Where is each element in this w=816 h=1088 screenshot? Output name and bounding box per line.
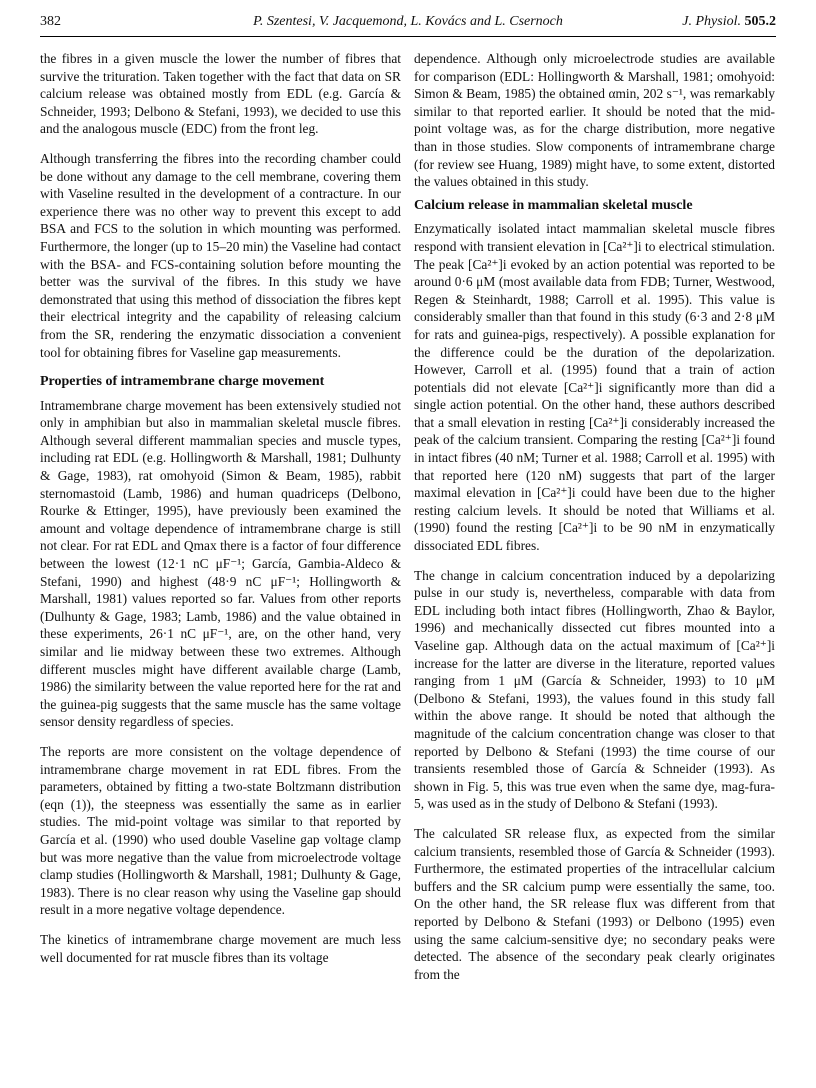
left-column: [40, 50, 401, 978]
paragraph: The calculated SR release flux, as expected from the similar calcium transients, resembled those of García & Schneider (1993). Furthermore, the estimated properties of the intracellular calcium buffers and the SR calcium pump were essentially the same, too. On the other hand, the SR release flux was different from that reported by Delbono & Stefani (1993) or Delbono (1995) even using the same calcium-sensitive dye; no secondary peaks were detected. The absence of the secondary peak clearly originates from the: [414, 825, 775, 982]
journal-name: J. Physiol.: [682, 14, 741, 29]
running-header: [40, 10, 776, 37]
page-number: 382: [40, 14, 61, 29]
journal-reference: [682, 14, 776, 30]
paragraph: Enzymatically isolated intact mammalian skeletal muscle fibres respond with transient elevation in [Ca²⁺]i to electrical stimulation. The peak [Ca²⁺]i evoked by an action potential was reported to be around 0·6 μM (most available data from FDB; Turner, Westwood, Regen & Steinhardt, 1988; Carroll et al. 1995). This value is considerably smaller than that found in this study (6·3 and 2·8 μM for rats and guinea-pigs, respectively). A possible explanation for the difference could be the duration of the depolarization. However, Carroll et al. (1995) found that a train of action potentials did not elevate [Ca²⁺]i significantly more than did a single action potential. On the other hand, these authors described that a small elevation in resting [Ca²⁺]i considerably increased the peak of the calcium transient. Comparing the resting [Ca²⁺]i found in intact fibres (40 nM; Turner et al. 1988; Carroll et al. 1995) with that reported here (120 nM) suggests that part of the larger maximal elevation in [Ca²⁺]i could have been due to the higher resting calcium levels. It should be noted that Williams et al. (1990) found the resting [Ca²⁺]i to be 90 nM in enzymatically dissociated EDL fibres.: [414, 221, 775, 554]
right-column: [414, 50, 775, 995]
paragraph: Although transferring the fibres into the recording chamber could be done without any damage to the cell membrane, covering them with Vaseline resulted in the development of a contracture. In our experience there was no other way to prevent this except to add BSA and FCS to the solution in which mounting was performed. Furthermore, the longer (up to 15–20 min) the Vaseline had contact with the BSA- and FCS-containing solution before mounting the better was the survival of the fibres. In this study we have demonstrated that using this method of dissociation the fibres kept their electrical integrity and the capability of releasing calcium from the SR, rendering the enzymatic dissociation a convenient tool for obtaining fibres for Vaseline gap measurements.: [40, 150, 401, 360]
paragraph: Intramembrane charge movement has been extensively studied not only in amphibian but also in mammalian skeletal muscle fibres. Although several different mammalian species and muscle types, including rat EDL (e.g. Hollingworth & Marshall, 1981; Dulhunty & Gage, 1983), rat omohyoid (Simon & Beam, 1985), rabbit sternomastoid (Lamb, 1986) and human quadriceps (Delbono, Rourke & Ettinger, 1995), have previously been examined the amount and voltage dependence of intramembrane charge is still not clear. For rat EDL and Qmax there is a factor of four difference between the lowest (12·1 nC μF⁻¹; García, Gambia-Aldeco & Stefani, 1990) and highest (48·9 nC μF⁻¹; Hollingworth & Marshall, 1981) values reported so far. Values from other reports (Dulhunty & Gage, 1983; Lamb, 1986) and the value obtained in these experiments, 26·1 nC μF⁻¹, are, on the other hand, very similar and lie midway between these two extremes. Although different muscles might have different available charge (Lamb, 1986) the similarity between the value reported here for the rat and the guinea-pig suggests that the same muscle has the same voltage sensor density regardless of species.: [40, 397, 401, 730]
paragraph: The reports are more consistent on the voltage dependence of intramembrane charge movement in rat EDL fibres. From the parameters, obtained by fitting a two-state Boltzmann distribution (eqn (1)), the steepness was essentially the same as in earlier studies. The mid-point voltage was similar to that reported by García et al. (1990) who used double Vaseline gap voltage clamp but was more negative than the value from microelectrode voltage clamp studies (Hollingworth & Marshall, 1981; Dulhunty & Gage, 1983). There is no clear reason why using the Vaseline gap should result in a more negative voltage dependence.: [40, 743, 401, 918]
paragraph: The change in calcium concentration induced by a depolarizing pulse in our study is, nevertheless, comparable with data from EDL including both intact fibres (Hollingworth, Zhao & Baylor, 1996) and mechanically dissected cut fibres mounted into a Vaseline gap. Although data on the actual maximum of [Ca²⁺]i increase for the latter are diverse in the literature, reported values ranging from 1 μM (García & Schneider, 1993) to 10 μM (Delbono & Stefani, 1993), the values found in this study fall within the above range. It should be noted that although the magnitude of the calcium concentration change was closer to that reported by Delbono & Stefani (1993) the time course of our transients resembled those of García & Schneider (1993). As shown in Fig. 5, this was true even when the same dye, mag-fura-5, was used as in the study of Delbono & Stefani (1993).: [414, 567, 775, 812]
paragraph: dependence. Although only microelectrode studies are available for comparison (EDL: Hollingworth & Marshall, 1981; omohyoid: Simon & Beam, 1985) the obtained αmin, 202 s⁻¹, was remarkably similar to that reported earlier. It should be noted that the mid-point voltage was, as for the charge distribution, more negative than in those studies. Slow components of intramembrane charge (for review see Huang, 1989) might have, to some extent, distorted the values obtained in this study.: [414, 51, 775, 190]
paragraph: The kinetics of intramembrane charge movement are much less well documented for rat muscle fibres than its voltage: [40, 931, 401, 965]
paragraph: the fibres in a given muscle the lower the number of fibres that survive the trituration. Taken together with the fact that data on SR calcium release was obtained mostly from EDL (e.g. García & Schneider, 1993; Delbono & Stefani, 1993), we decided to use this and the analogous muscle (EDC) from the front leg.: [40, 51, 401, 137]
section-heading: Properties of intramembrane charge movement: [40, 374, 325, 390]
section-heading: Calcium release in mammalian skeletal muscle: [414, 197, 693, 213]
journal-volume: 505.2: [744, 14, 776, 29]
running-authors: P. Szentesi, V. Jacquemond, L. Kovács and L. Csernoch: [253, 14, 563, 29]
